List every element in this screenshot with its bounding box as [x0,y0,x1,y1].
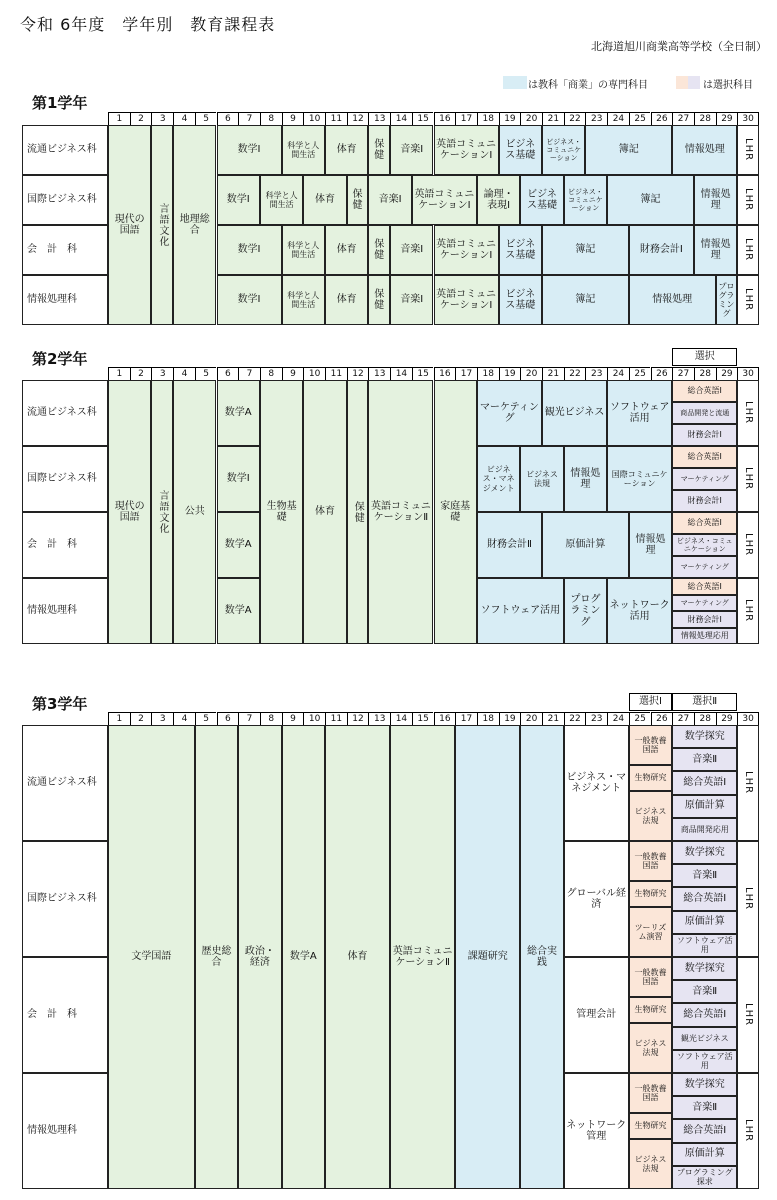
y2-lhr-label: LHR [737,446,759,512]
y2-common-subject: 体育 [303,380,346,644]
y1-subject: 科学と人間生活 [260,175,303,225]
y2-lhr-label: LHR [737,380,759,446]
y3-elective2-option: 数学探究 [672,957,737,980]
y2-col-21: 21 [542,367,564,380]
y1-subject: ビジネス基礎 [499,125,542,175]
y1-subject: 音楽Ⅰ [390,225,433,275]
y3-elective1-option: 一般教養国語 [629,841,672,881]
y1-subject: LHR [737,175,759,225]
y1-col-3: 3 [151,112,173,125]
y3-elective2-option: 音楽Ⅱ [672,864,737,887]
y1-col-10: 10 [303,112,325,125]
y3-col-18: 18 [477,712,499,725]
y2-common-subject: 英語コミュニケーションⅡ [368,380,433,644]
y1-subject: 保健 [347,175,369,225]
y3-elective1-option: 生物研究 [629,1113,672,1139]
y3-common-subject: 体育 [325,725,390,1189]
y1-col-15: 15 [412,112,434,125]
y3-dept-label: 流通ビジネス科 [22,725,108,841]
y1-subject: 体育 [303,175,346,225]
y1-dept-label: 会 計 科 [22,225,108,275]
y2-col-27: 27 [672,367,694,380]
y2-common-subject: 公共 [173,380,216,644]
y3-col-14: 14 [390,712,412,725]
y1-subject: 数学Ⅰ [217,225,282,275]
y1-col-17: 17 [455,112,477,125]
y2-elective-option: 総合英語Ⅰ [672,380,737,402]
y3-col-4: 4 [173,712,195,725]
y3-dept-label: 情報処理科 [22,1073,108,1189]
y3-elective2-option: ソフトウェア活用 [672,934,737,957]
y1-col-6: 6 [217,112,239,125]
y1-col-21: 21 [542,112,564,125]
y2-math-subject: 数学A [217,578,260,644]
y3-elective1-option: ツーリズム演習 [629,907,672,957]
y2-common-subject: 言語文化 [151,380,173,644]
y3-col-24: 24 [607,712,629,725]
y1-subject: 英語コミュニケーションⅠ [434,275,499,325]
y2-col-12: 12 [347,367,369,380]
y3-elective2-option: 総合英語Ⅰ [672,1003,737,1026]
y3-col-29: 29 [716,712,738,725]
y1-subject: 音楽Ⅰ [390,275,433,325]
y3-elective1-option: 一般教養国語 [629,957,672,997]
y3-common-subject: 歴史総合 [195,725,238,1189]
y2-col-2: 2 [130,367,152,380]
y3-col-5: 5 [195,712,217,725]
y2-subject: 原価計算 [542,512,629,578]
y3-elective2-header: 選択Ⅱ [672,693,737,711]
y1-col-8: 8 [260,112,282,125]
y3-col-23: 23 [585,712,607,725]
y2-common-subject: 家庭基礎 [434,380,477,644]
y1-col-4: 4 [173,112,195,125]
y3-col-11: 11 [325,712,347,725]
y1-common-subject: 言語文化 [151,125,173,325]
y3-elective2-option: 商品開発応用 [672,818,737,841]
y2-col-5: 5 [195,367,217,380]
y1-subject: ビジネス基礎 [499,225,542,275]
y3-lhr-label: LHR [737,957,759,1073]
y1-col-7: 7 [238,112,260,125]
y3-elective1-option: 生物研究 [629,997,672,1023]
y3-col-28: 28 [694,712,716,725]
y3-common-subject: 数学A [282,725,325,1189]
y1-subject: ビジネス・コミュニケーション [564,175,607,225]
y2-elective-option: 財務会計Ⅰ [672,490,737,512]
y2-common-subject: 保健 [347,380,369,644]
y1-subject: プログラミング [716,275,738,325]
page-title: 令和 6年度 学年別 教育課程表 [20,15,276,34]
y3-common-subject: 課題研究 [455,725,520,1189]
y3-col-25: 25 [629,712,651,725]
y2-col-22: 22 [564,367,586,380]
y3-elective2-option: 音楽Ⅱ [672,1096,737,1119]
y1-subject: 音楽Ⅰ [390,125,433,175]
y2-math-subject: 数学Ⅰ [217,446,260,512]
y1-subject: 保健 [368,125,390,175]
y3-col-9: 9 [282,712,304,725]
y3-col-13: 13 [368,712,390,725]
y3-elective2-option: 総合英語Ⅰ [672,771,737,794]
y3-col-16: 16 [434,712,456,725]
y1-subject: 体育 [325,275,368,325]
y3-col-3: 3 [151,712,173,725]
y1-col-27: 27 [672,112,694,125]
y1-subject: ビジネス基礎 [520,175,563,225]
y2-col-20: 20 [520,367,542,380]
y1-col-19: 19 [499,112,521,125]
y2-col-3: 3 [151,367,173,380]
y2-col-4: 4 [173,367,195,380]
y2-col-17: 17 [455,367,477,380]
y3-elective2-option: 原価計算 [672,911,737,934]
y2-subject: 財務会計Ⅱ [477,512,542,578]
y3-common-subject: 政治・経済 [238,725,281,1189]
y3-lhr-label: LHR [737,725,759,841]
y1-dept-label: 流通ビジネス科 [22,125,108,175]
y3-col-6: 6 [217,712,239,725]
y1-subject: 体育 [325,225,368,275]
y2-elective-option: 財務会計Ⅰ [672,611,737,628]
y2-dept-label: 会 計 科 [22,512,108,578]
y2-subject: 国際コミュニケーション [607,446,672,512]
y2-elective-option: 総合英語Ⅰ [672,512,737,534]
y2-col-15: 15 [412,367,434,380]
legend-specialized-swatch [503,76,527,89]
y2-col-28: 28 [694,367,716,380]
y3-elective2-option: 音楽Ⅱ [672,748,737,771]
y3-elective2-option: 総合英語Ⅰ [672,1119,737,1142]
y2-subject: 情報処理 [629,512,672,578]
y3-common-subject: 英語コミュニケーションⅡ [390,725,455,1189]
y1-subject: 情報処理 [694,175,737,225]
y2-subject: マーケティング [477,380,542,446]
y2-elective-option: 情報処理応用 [672,628,737,645]
y2-elective-option: 商品開発と流通 [672,402,737,424]
y3-elective1-option: 生物研究 [629,765,672,791]
y1-subject: 情報処理 [672,125,737,175]
y2-lhr-label: LHR [737,512,759,578]
y3-col-17: 17 [455,712,477,725]
y2-subject: ビジネス・マネジメント [477,446,520,512]
y1-subject: 保健 [368,275,390,325]
y1-col-14: 14 [390,112,412,125]
y3-elective2-option: 原価計算 [672,795,737,818]
legend-elective-swatch [676,76,700,89]
y1-subject: 英語コミュニケーションⅠ [434,225,499,275]
year1-title: 第1学年 [32,94,88,112]
y3-spec-subject: ネットワーク管理 [564,1073,629,1189]
y1-subject: 科学と人間生活 [282,125,325,175]
legend-specialized-label: は教科「商業」の専門科目 [528,80,648,91]
y2-elective-option: マーケティング [672,595,737,612]
y2-col-24: 24 [607,367,629,380]
school-name: 北海道旭川商業高等学校（全日制） [591,40,767,53]
y1-subject: 保健 [368,225,390,275]
y3-dept-label: 会 計 科 [22,957,108,1073]
y1-col-5: 5 [195,112,217,125]
y2-elective-option: ビジネス・コミュニケーション [672,534,737,556]
y3-col-2: 2 [130,712,152,725]
y3-col-22: 22 [564,712,586,725]
y2-dept-label: 情報処理科 [22,578,108,644]
y3-elective1-header: 選択Ⅰ [629,693,672,711]
y2-common-subject: 生物基礎 [260,380,303,644]
y3-col-26: 26 [651,712,673,725]
y1-subject: 数学Ⅰ [217,125,282,175]
y2-col-1: 1 [108,367,130,380]
y2-math-subject: 数学A [217,380,260,446]
y2-subject: ソフトウェア活用 [607,380,672,446]
y3-spec-subject: 管理会計 [564,957,629,1073]
y3-elective2-option: 数学探究 [672,725,737,748]
y3-common-subject: 文学国語 [108,725,195,1189]
y2-col-9: 9 [282,367,304,380]
y1-subject: 数学Ⅰ [217,275,282,325]
y1-col-24: 24 [607,112,629,125]
y1-subject: 数学Ⅰ [217,175,260,225]
y3-col-21: 21 [542,712,564,725]
year2-title: 第2学年 [32,350,88,368]
y3-col-19: 19 [499,712,521,725]
y1-col-26: 26 [651,112,673,125]
y2-col-13: 13 [368,367,390,380]
y3-col-15: 15 [412,712,434,725]
y2-col-6: 6 [217,367,239,380]
y1-subject: 科学と人間生活 [282,275,325,325]
y2-col-19: 19 [499,367,521,380]
y2-col-14: 14 [390,367,412,380]
y1-subject: 英語コミュニケーションⅠ [434,125,499,175]
y1-col-25: 25 [629,112,651,125]
y1-subject: ビジネス・コミュニケーション [542,125,585,175]
y3-col-7: 7 [238,712,260,725]
y1-common-subject: 地理総合 [173,125,216,325]
y1-common-subject: 現代の国語 [108,125,151,325]
y2-col-10: 10 [303,367,325,380]
y1-subject: 簿記 [542,225,629,275]
y1-col-2: 2 [130,112,152,125]
y1-dept-label: 情報処理科 [22,275,108,325]
y2-col-23: 23 [585,367,607,380]
y1-dept-label: 国際ビジネス科 [22,175,108,225]
y3-elective1-option: ビジネス法規 [629,1023,672,1073]
y2-lhr-label: LHR [737,578,759,644]
y2-subject: ネットワーク活用 [607,578,672,644]
y2-col-18: 18 [477,367,499,380]
y1-col-9: 9 [282,112,304,125]
y3-common-subject: 総合実践 [520,725,563,1189]
y1-col-30: 30 [737,112,759,125]
y1-col-22: 22 [564,112,586,125]
y1-subject: 論理・表現Ⅰ [477,175,520,225]
y3-col-8: 8 [260,712,282,725]
y3-elective1-option: 一般教養国語 [629,725,672,765]
y3-elective1-option: ビジネス法規 [629,791,672,841]
y3-col-1: 1 [108,712,130,725]
y3-lhr-label: LHR [737,1073,759,1189]
y3-elective2-option: プログラミング探求 [672,1166,737,1189]
y1-col-13: 13 [368,112,390,125]
y3-dept-label: 国際ビジネス科 [22,841,108,957]
y2-col-30: 30 [737,367,759,380]
legend-elective-label: は選択科目 [703,80,753,91]
y3-elective2-option: ソフトウェア活用 [672,1050,737,1073]
y2-subject: ビジネス法規 [520,446,563,512]
y2-col-16: 16 [434,367,456,380]
y2-subject: プログラミング [564,578,607,644]
year3-title: 第3学年 [32,695,88,713]
y1-subject: LHR [737,225,759,275]
y1-col-1: 1 [108,112,130,125]
y2-col-29: 29 [716,367,738,380]
y3-col-30: 30 [737,712,759,725]
y1-col-11: 11 [325,112,347,125]
y2-elective-option: 総合英語Ⅰ [672,578,737,595]
y1-col-23: 23 [585,112,607,125]
y1-subject: 科学と人間生活 [282,225,325,275]
y3-elective2-option: 総合英語Ⅰ [672,887,737,910]
y1-subject: ビジネス基礎 [499,275,542,325]
y2-common-subject: 現代の国語 [108,380,151,644]
y3-col-12: 12 [347,712,369,725]
y2-col-11: 11 [325,367,347,380]
y1-subject: 音楽Ⅰ [368,175,411,225]
y3-spec-subject: グローバル経済 [564,841,629,957]
y3-lhr-label: LHR [737,841,759,957]
y1-subject: LHR [737,275,759,325]
y1-subject: 簿記 [607,175,694,225]
y1-subject: 財務会計Ⅰ [629,225,694,275]
y1-subject: 体育 [325,125,368,175]
y3-elective1-option: 一般教養国語 [629,1073,672,1113]
y1-col-20: 20 [520,112,542,125]
y1-col-16: 16 [434,112,456,125]
y3-elective1-option: 生物研究 [629,881,672,907]
y2-elective-option: 財務会計Ⅰ [672,424,737,446]
y2-elective-option: マーケティング [672,556,737,578]
y2-col-7: 7 [238,367,260,380]
y1-subject: 簿記 [542,275,629,325]
y2-dept-label: 流通ビジネス科 [22,380,108,446]
y3-elective2-option: 数学探究 [672,1073,737,1096]
y1-col-18: 18 [477,112,499,125]
y3-spec-subject: ビジネス・マネジメント [564,725,629,841]
y1-col-12: 12 [347,112,369,125]
y2-col-26: 26 [651,367,673,380]
y3-elective1-option: ビジネス法規 [629,1139,672,1189]
y1-subject: 情報処理 [694,225,737,275]
y1-subject: 情報処理 [629,275,716,325]
y2-elective-option: 総合英語Ⅰ [672,446,737,468]
y1-subject: LHR [737,125,759,175]
y1-col-28: 28 [694,112,716,125]
y2-subject: ソフトウェア活用 [477,578,564,644]
y1-subject: 簿記 [585,125,672,175]
y2-math-subject: 数学A [217,512,260,578]
y3-elective2-option: 数学探究 [672,841,737,864]
y2-col-8: 8 [260,367,282,380]
y3-elective2-option: 原価計算 [672,1143,737,1166]
y2-subject: 情報処理 [564,446,607,512]
y2-elective-header: 選択 [672,348,737,366]
y3-col-10: 10 [303,712,325,725]
y2-col-25: 25 [629,367,651,380]
y3-elective2-option: 観光ビジネス [672,1027,737,1050]
y3-col-20: 20 [520,712,542,725]
y3-col-27: 27 [672,712,694,725]
y2-dept-label: 国際ビジネス科 [22,446,108,512]
y3-elective2-option: 音楽Ⅱ [672,980,737,1003]
y2-elective-option: マーケティング [672,468,737,490]
y1-subject: 英語コミュニケーションⅠ [412,175,477,225]
y2-subject: 観光ビジネス [542,380,607,446]
y1-col-29: 29 [716,112,738,125]
